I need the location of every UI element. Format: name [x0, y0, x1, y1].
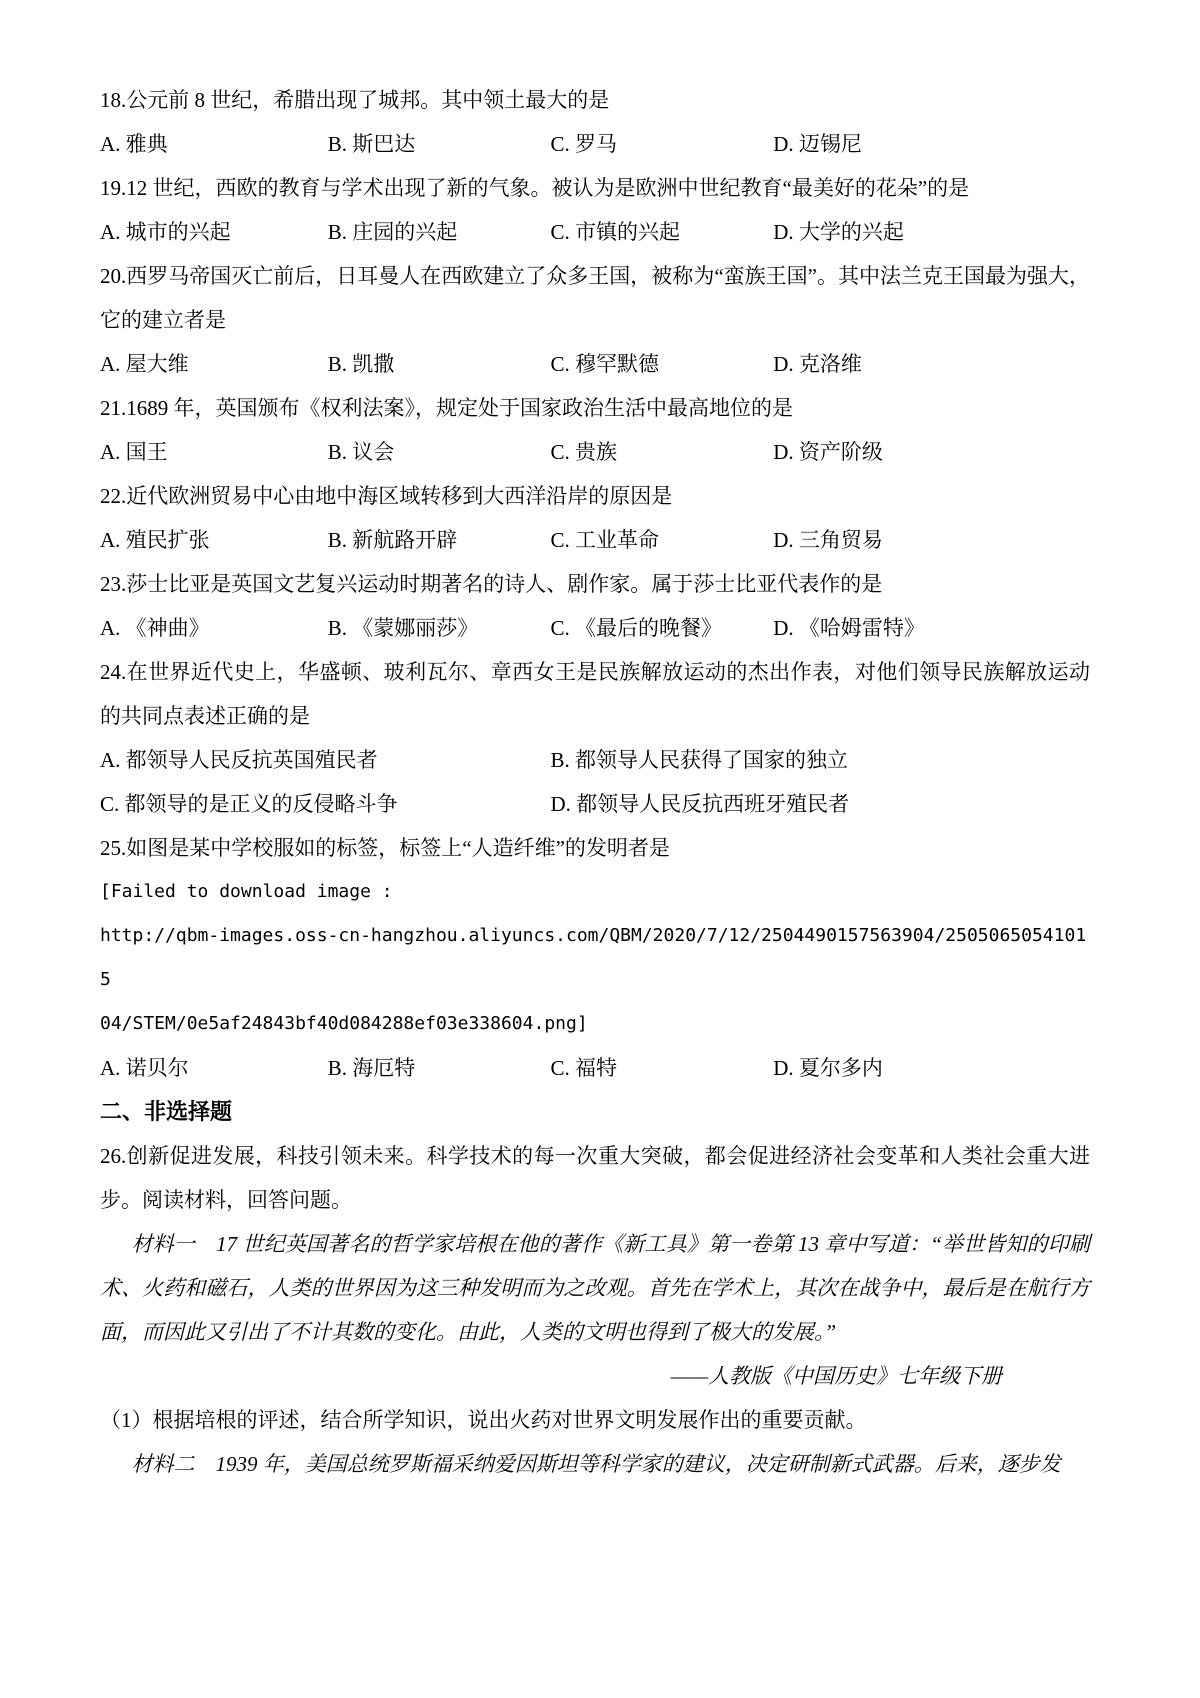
- option-d: D. 都领导人民反抗西班牙殖民者: [550, 792, 850, 816]
- question-stem: 20.西罗马帝国灭亡前后，日耳曼人在西欧建立了众多王国，被称为“蛮族王国”。其中法兰克王国最为强大，它的建立者是: [100, 264, 1090, 332]
- option-b: B. 新航路开辟: [327, 528, 458, 552]
- question-stem: 22.近代欧洲贸易中心由地中海区域转移到大西洋沿岸的原因是: [100, 484, 673, 508]
- question-stem: 19.12 世纪，西欧的教育与学术出现了新的气象。被认为是欧洲中世纪教育“最美好的花朵”的是: [100, 176, 970, 200]
- option-c: C. 福特: [550, 1056, 617, 1080]
- question-options: [100, 518, 1090, 562]
- question-22: [100, 474, 1090, 562]
- image-error-line-2: http://qbm-images.oss-cn-hangzhou.aliyuncs.com/QBM/2020/7/12/2504490157563904/25050650541015: [100, 925, 1087, 990]
- option-a: A. 殖民扩张: [100, 528, 210, 552]
- question-options: [100, 342, 1090, 386]
- option-c: C. 贵族: [550, 440, 617, 464]
- image-error-text: [100, 870, 1090, 1046]
- question-stem: 18.公元前 8 世纪，希腊出现了城邦。其中领土最大的是: [100, 88, 610, 112]
- question-stem: 26.创新促进发展，科技引领未来。科学技术的每一次重大突破，都会促进经济社会变革和人类社会重大进步。阅读材料，回答问题。: [100, 1144, 1090, 1212]
- option-d: D. 大学的兴起: [773, 220, 904, 244]
- question-options: [100, 1046, 1090, 1090]
- question-stem: 25.如图是某中学校服如的标签，标签上“人造纤维”的发明者是: [100, 836, 670, 860]
- material-1-paragraph: 材料一 17 世纪英国著名的哲学家培根在他的著作《新工具》第一卷第 13 章中写道：“举世皆知的印刷术、火药和磁石，人类的世界因为这三种发明而为之改观。首先在学术上，其次在战争中，最后是在航行方面，而因此又引出了不计其数的变化。由此，人类的文明也得到了极大的发展。”: [100, 1232, 1090, 1344]
- option-a: A. 国王: [100, 440, 168, 464]
- question-23: [100, 562, 1090, 650]
- option-b: B. 议会: [327, 440, 395, 464]
- option-c: C. 市镇的兴起: [550, 220, 680, 244]
- option-b: B. 《蒙娜丽莎》: [327, 616, 479, 640]
- option-d: D. 资产阶级: [773, 440, 883, 464]
- option-d: D. 三角贸易: [773, 528, 883, 552]
- material-1-attribution: ——人教版《中国历史》七年级下册: [670, 1364, 1002, 1388]
- question-26: [100, 1134, 1090, 1486]
- question-options: [100, 430, 1090, 474]
- section-heading: 二、非选择题: [100, 1099, 233, 1124]
- option-b: B. 庄园的兴起: [327, 220, 458, 244]
- question-options: [100, 210, 1090, 254]
- option-b: B. 都领导人民获得了国家的独立: [550, 748, 848, 772]
- question-25: [100, 826, 1090, 1090]
- question-20: [100, 254, 1090, 386]
- option-b: B. 凯撒: [327, 352, 395, 376]
- question-options: [100, 606, 1090, 650]
- question-stem: 24.在世界近代史上，华盛顿、玻利瓦尔、章西女王是民族解放运动的杰出作表，对他们领导民族解放运动的共同点表述正确的是: [100, 660, 1090, 728]
- option-c: C. 工业革命: [550, 528, 659, 552]
- option-a: A. 《神曲》: [100, 616, 210, 640]
- question-24: [100, 650, 1090, 826]
- option-c: C. 都领导的是正义的反侵略斗争: [100, 792, 398, 816]
- option-c: C. 穆罕默德: [550, 352, 659, 376]
- option-a: A. 雅典: [100, 132, 168, 156]
- question-stem: 23.莎士比亚是英国文艺复兴运动时期著名的诗人、剧作家。属于莎士比亚代表作的是: [100, 572, 883, 596]
- question-options: [100, 122, 1090, 166]
- option-a: A. 诺贝尔: [100, 1056, 189, 1080]
- option-b: B. 海厄特: [327, 1056, 416, 1080]
- question-21: [100, 386, 1090, 474]
- option-c: C. 《最后的晚餐》: [550, 616, 722, 640]
- image-error-line-1: [Failed to download image :: [100, 881, 393, 902]
- question-options-row-2: [100, 782, 1090, 826]
- option-d: D. 克洛维: [773, 352, 862, 376]
- option-c: C. 罗马: [550, 132, 617, 156]
- question-18: [100, 78, 1090, 166]
- option-a: A. 都领导人民反抗英国殖民者: [100, 748, 378, 772]
- option-a: A. 城市的兴起: [100, 220, 231, 244]
- sub-question-1: （1）根据培根的评述，结合所学知识，说出火药对世界文明发展作出的重要贡献。: [100, 1408, 867, 1432]
- option-d: D. 夏尔多内: [773, 1056, 883, 1080]
- option-d: D. 迈锡尼: [773, 132, 862, 156]
- option-a: A. 屋大维: [100, 352, 189, 376]
- image-error-line-3: 04/STEM/0e5af24843bf40d084288ef03e338604.png]: [100, 1013, 588, 1034]
- question-stem: 21.1689 年，英国颁布《权利法案》，规定处于国家政治生活中最高地位的是: [100, 396, 793, 420]
- option-b: B. 斯巴达: [327, 132, 416, 156]
- material-2-paragraph: 材料二 1939 年，美国总统罗斯福采纳爱因斯坦等科学家的建议，决定研制新式武器。后来，逐步发: [131, 1452, 1061, 1476]
- option-d: D. 《哈姆雷特》: [773, 616, 925, 640]
- question-19: [100, 166, 1090, 254]
- question-options-row-1: [100, 738, 1090, 782]
